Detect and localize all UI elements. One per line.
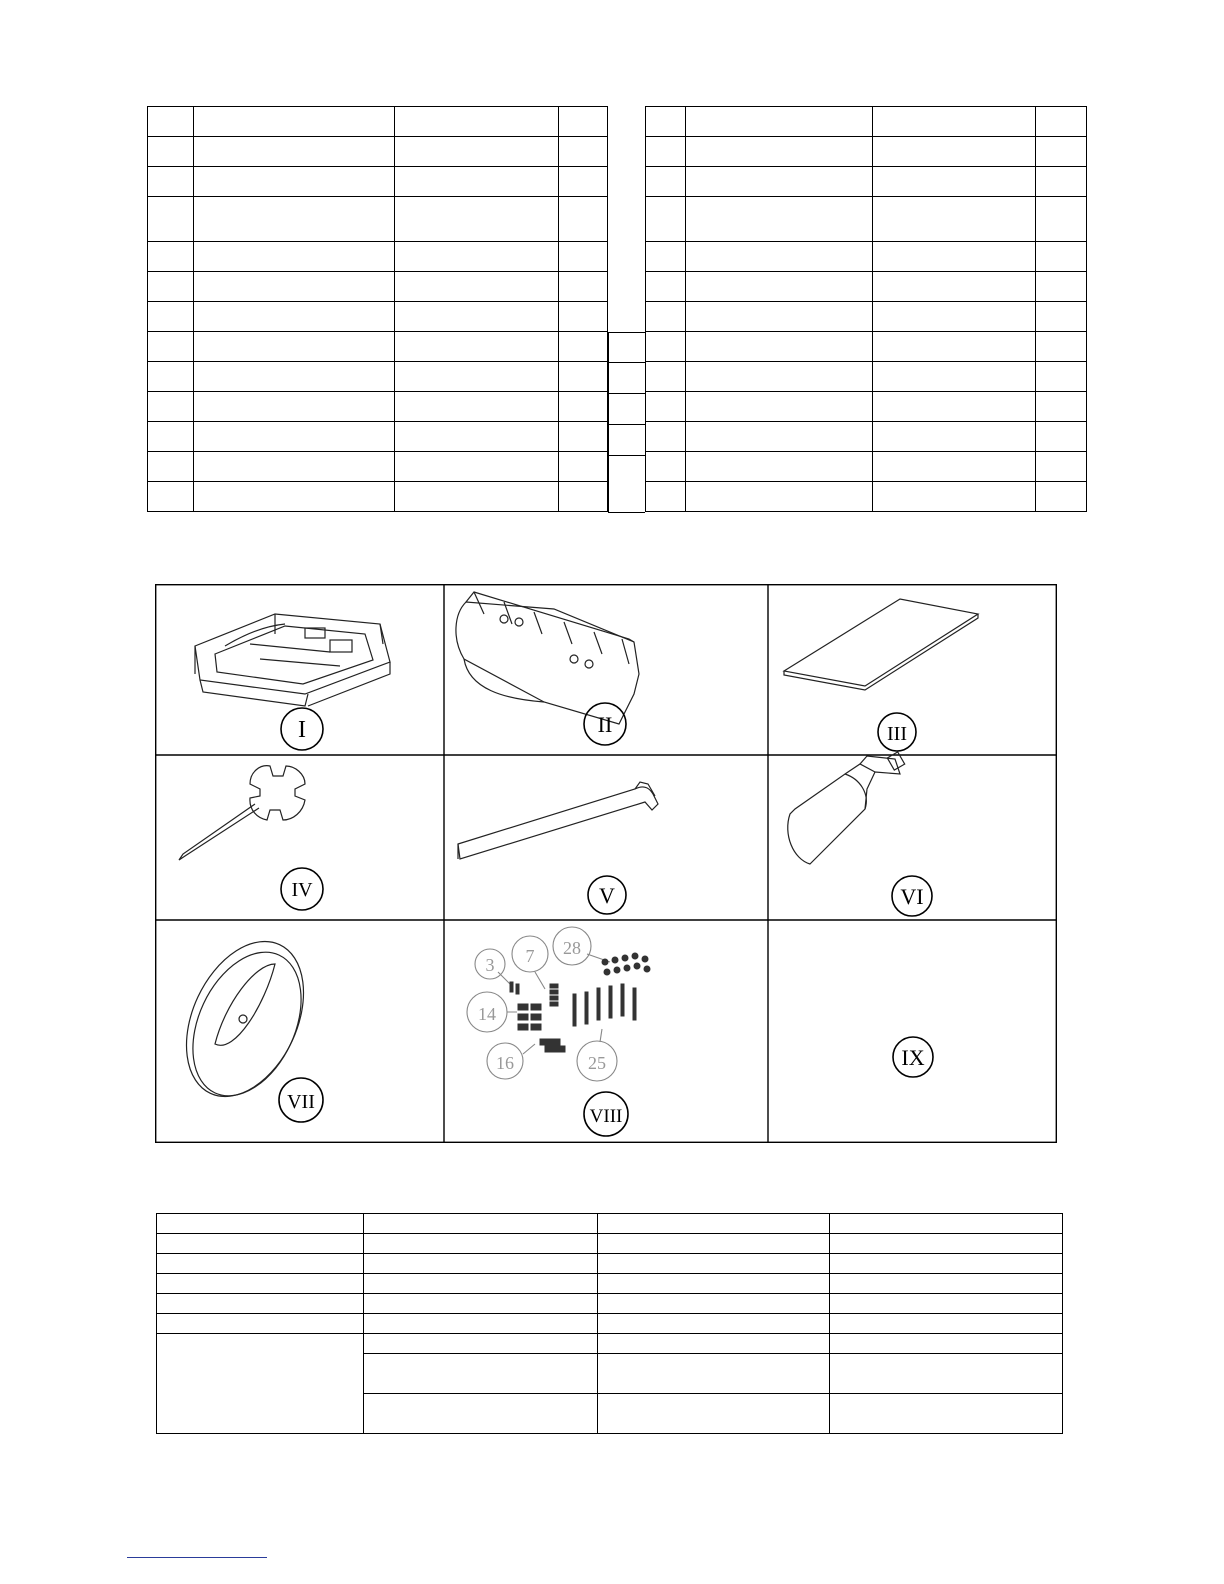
gap-row-lines [608, 362, 645, 482]
footer-link-line [127, 1557, 267, 1558]
callout-3: 3 [485, 955, 495, 975]
hex-wrench-icon [458, 782, 658, 859]
callout-28: 28 [563, 938, 581, 958]
callout-14: 14 [478, 1004, 496, 1024]
label-III: III [887, 723, 907, 745]
oil-bottle-icon [788, 752, 905, 864]
parts-table-left [147, 106, 608, 512]
safety-key-icon [163, 923, 327, 1116]
parts-table-right [645, 106, 1087, 512]
label-V: V [599, 883, 615, 908]
label-IX: IX [901, 1045, 925, 1070]
key-pin-icon [179, 766, 305, 860]
callout-7: 7 [525, 946, 535, 966]
callout-16: 16 [496, 1053, 514, 1073]
label-VI: VI [900, 884, 924, 909]
treadmill-frame-icon [195, 614, 390, 706]
callout-25: 25 [588, 1053, 606, 1073]
board-icon [784, 599, 978, 690]
accessory-grid [155, 584, 1057, 1143]
label-VII: VII [287, 1091, 315, 1113]
label-IV: IV [291, 879, 313, 901]
label-VIII: VIII [589, 1106, 623, 1127]
label-I: I [298, 717, 306, 743]
screws-cluster [510, 953, 650, 1052]
packing-table [156, 1213, 1063, 1434]
label-II: II [597, 712, 613, 737]
